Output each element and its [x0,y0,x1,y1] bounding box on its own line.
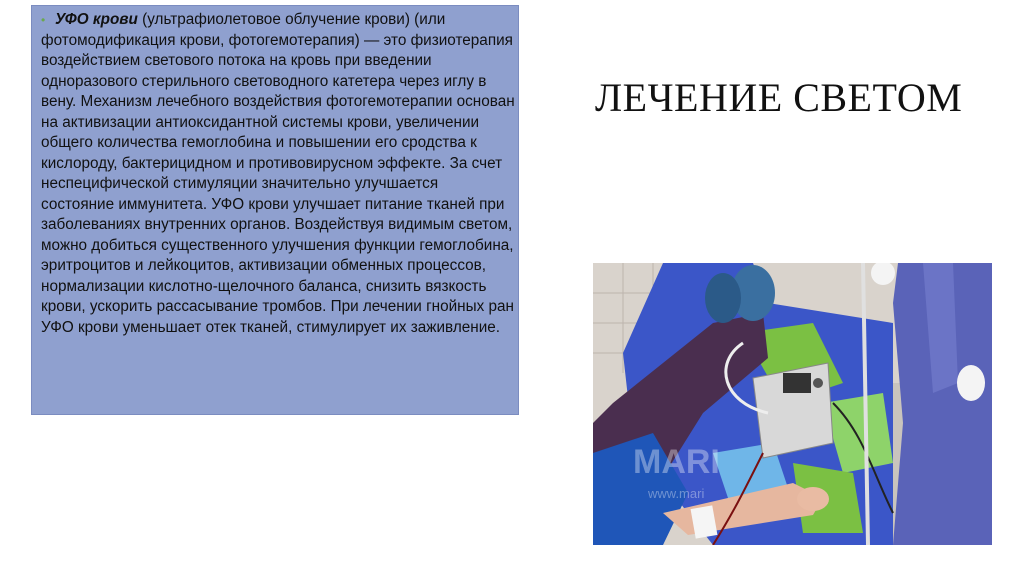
slide-title: ЛЕЧЕНИЕ СВЕТОМ [595,75,963,120]
photo-watermark-url: www.mari [648,486,705,501]
bullet-bold-term: УФО крови [55,11,138,28]
photo-watermark: MARI [633,443,720,481]
bullet-body-text: (ультрафиолетовое облучение крови) (или фотомодификация крови, фотогемотерапия) — это физиотерапия воздействием светового потока на кровь при введении одноразового стерильного световодного катетера через иглу в вену. Механизм лечебного воздействия фотогемотерапии основан на активизации антиоксидантной системы крови, увеличении общего количества гемоглобина и повышении его сродства к кислороду, бактерицидном и противовирусном эффекте. За счет неспецифической стимуляции значительно улучшается состояние иммунитета. УФО крови улучшает питание тканей при заболеваниях внутренних органов. Воздействуя видимым светом, можно добиться существенного улучшения функции гемоглобина, эритроцитов и лейкоцитов, активизации обменных процессов, нормализации кислотно-щелочного баланса, снизить вязкость крови, ускорить рассасывание тромбов. При лечении гнойных ран УФО крови уменьшает отек тканей, стимулирует их заживление. [41,11,515,336]
bullet-paragraph [41,10,515,338]
treatment-photo [593,263,992,545]
bullet-icon: • [41,13,46,27]
